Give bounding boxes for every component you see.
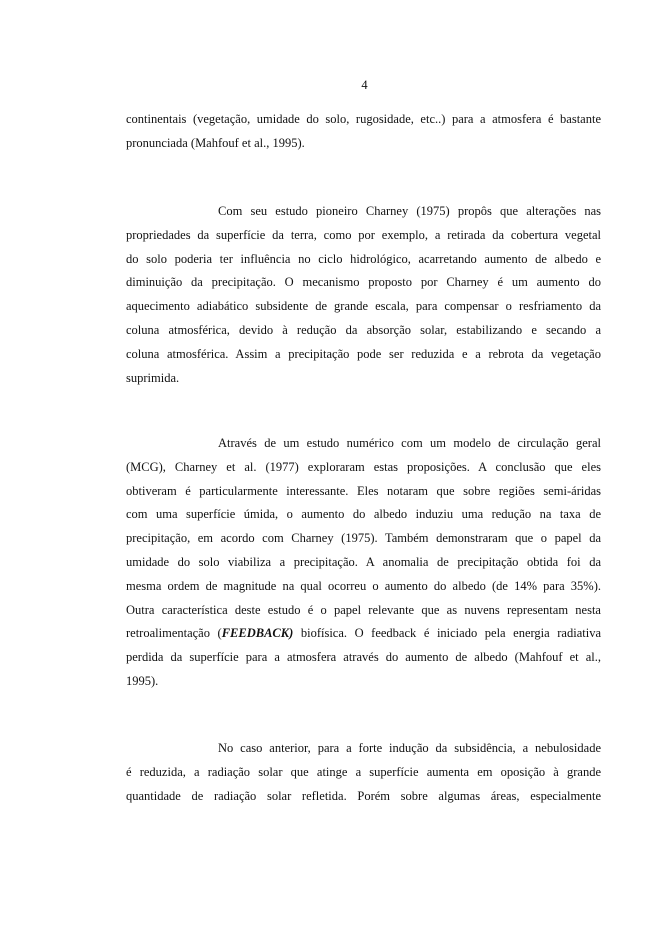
text-line: precipitação, em acordo com Charney (1975). Também demonstraram que o papel da [126, 531, 601, 546]
text-line: (MCG), Charney et al. (1977) exploraram estas proposições. A conclusão que eles [126, 459, 601, 474]
text-line: umidade do solo viabiliza a precipitação. A anomalia de precipitação obtida foi da [126, 554, 601, 569]
text-line: suprimida. [126, 370, 180, 385]
text-segment: biofísica. O feedback é iniciado pela energia radiativa [293, 626, 601, 641]
text-line: continentais (vegetação, umidade do solo, rugosidade, etc..) para a atmosfera é bastante [126, 112, 601, 126]
text-line: do solo poderia ter influência no ciclo hidrológico, acarretando aumento de albedo e [126, 251, 601, 266]
text-line: obtiveram é particularmente interessante. Eles notaram que sobre regiões semi-áridas [126, 483, 601, 498]
text-line: diminuição da precipitação. O mecanismo proposto por Charney é um aumento do [126, 275, 601, 290]
text-line-feedback [126, 622, 601, 646]
text-segment: retroalimentação ( [126, 626, 222, 641]
text-line: coluna atmosférica. Assim a precipitação pode ser reduzida e a rebrota da vegetação [126, 346, 601, 361]
text-line: é reduzida, a radiação solar que atinge a superfície aumenta em oposição à grande [126, 764, 601, 779]
feedback-emphasis: FEEDBACK) [221, 626, 294, 641]
text-line: Outra característica deste estudo é o papel relevante que as nuvens representam nesta [126, 602, 601, 617]
paragraph-3 [126, 432, 601, 694]
text-line: aquecimento adiabático subsidente de grande escala, para compensar o resfriamento da [126, 299, 601, 314]
text-line: No caso anterior, para a forte indução da subsidência, a nebulosidade [218, 741, 601, 755]
text-line: propriedades da superfície da terra, como por exemplo, a retirada da cobertura vegetal [126, 227, 601, 242]
text-line: Através de um estudo numérico com um modelo de circulação geral [218, 436, 601, 450]
text-line: perdida da superfície para a atmosfera através do aumento de albedo (Mahfouf et al., [126, 650, 601, 665]
paragraph-4 [126, 737, 601, 808]
paragraph-2 [126, 200, 601, 390]
text-line: com uma superfície úmida, o aumento do albedo induziu uma redução na taxa de [126, 507, 601, 522]
text-line: Com seu estudo pioneiro Charney (1975) propôs que alterações nas [218, 204, 601, 218]
text-line: pronunciada (Mahfouf et al., 1995). [126, 135, 305, 150]
paragraph-1 [126, 108, 601, 156]
text-line: 1995). [126, 673, 159, 688]
page-number: 4 [361, 78, 368, 92]
text-line: quantidade de radiação solar refletida. Porém sobre algumas áreas, especialmente [126, 788, 601, 803]
text-line: mesma ordem de magnitude na qual ocorreu o aumento do albedo (de 14% para 35%). [126, 578, 601, 593]
text-line: coluna atmosférica, devido à redução da absorção solar, estabilizando e secando a [126, 322, 601, 337]
